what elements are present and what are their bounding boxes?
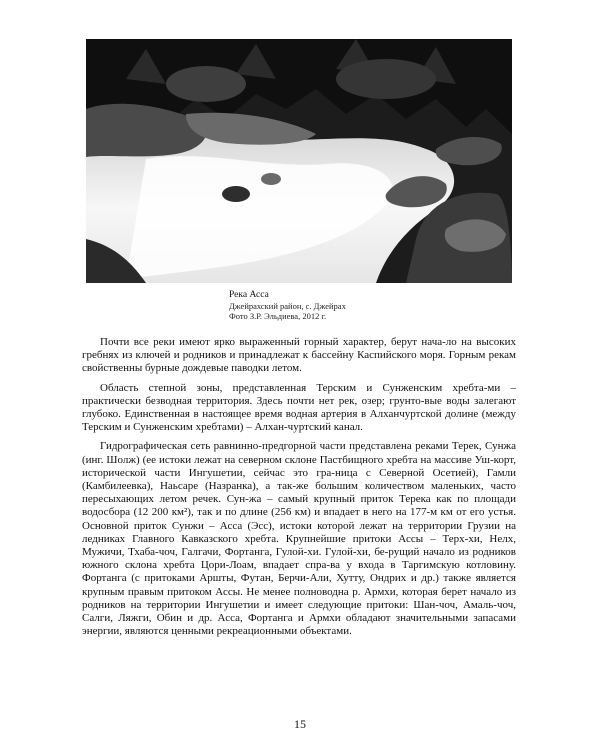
caption-location: Джейрахский район, с. Джейрах [229,301,346,311]
river-photo [86,39,512,283]
body-text [82,336,516,641]
paragraph: Гидрографическая сеть равнинно-предгорной части представлена реками Терек, Сунжа (инг. Шолж) (ее истоки лежат на северном склоне Пастбищного хребта на массиве Уш-корт, исторической части Ингушетии, сейчас это гра-ница с Северной Осетией), Гамли (Камбилеевка), Наьсаре (Назранка), а так-же большим количеством маленьких, часто пересыхающих летом речек. Сун-жа – самый крупный приток Терека как по площади водосбора (12 200 км²), так и по длине (256 км) и впадает в него на 177-м км от его устья. Основной приток Сунжи – Асса (Эсс), истоки которой лежат на территории Грузии на ледниках Главного Кавказского хребта. Крупнейшие притоки Ассы – Терх-хи, Нелх, Мужичи, Тхаба-чоч, Галгачи, Фортанга, Гулой-хи. Гулой-хи, бе-рущий начало из родников южного склона хребта Цори-Лоам, впадает спра-ва у входа в Таргимскую котловину. Фортанга (с притоками Аршты, Футан, Берчи-Али, Хутту, Ондрих и др.) также является крупным правым притоком Ассы. Не менее полноводна р. Армхи, которая берет начало из родников на территории Ингушетии и имеет следующие притоки: Шан-чоч, Амаль-чоч, Салги, Ляжги, Обин и др. Асса, Фортанга и Армхи обладают значительными запасами энергии, являются ценными рекреационными объектами. [82,440,516,638]
caption-credit: Фото З.Р. Эльдиева, 2012 г. [229,311,327,321]
paragraph: Почти все реки имеют ярко выраженный горный характер, берут нача-ло на высоких гребнях из ключей и родников и принадлежат к бассейну Каспийского моря. Горным рекам свойственны бурные дождевые паводки летом. [82,336,516,375]
page-number: 15 [294,717,306,731]
photo-caption [229,289,469,321]
paragraph: Область степной зоны, представленная Терским и Сунженским хребта-ми – практически безводная территория. Здесь почти нет рек, озер; грунто-вые воды залегают глубоко. Единственная в настоящее время водная артерия в Алханчуртской долине (между Терским и Сунженским хребтами) – Алхан-чуртский канал. [82,381,516,434]
caption-title: Река Асса [229,290,269,300]
